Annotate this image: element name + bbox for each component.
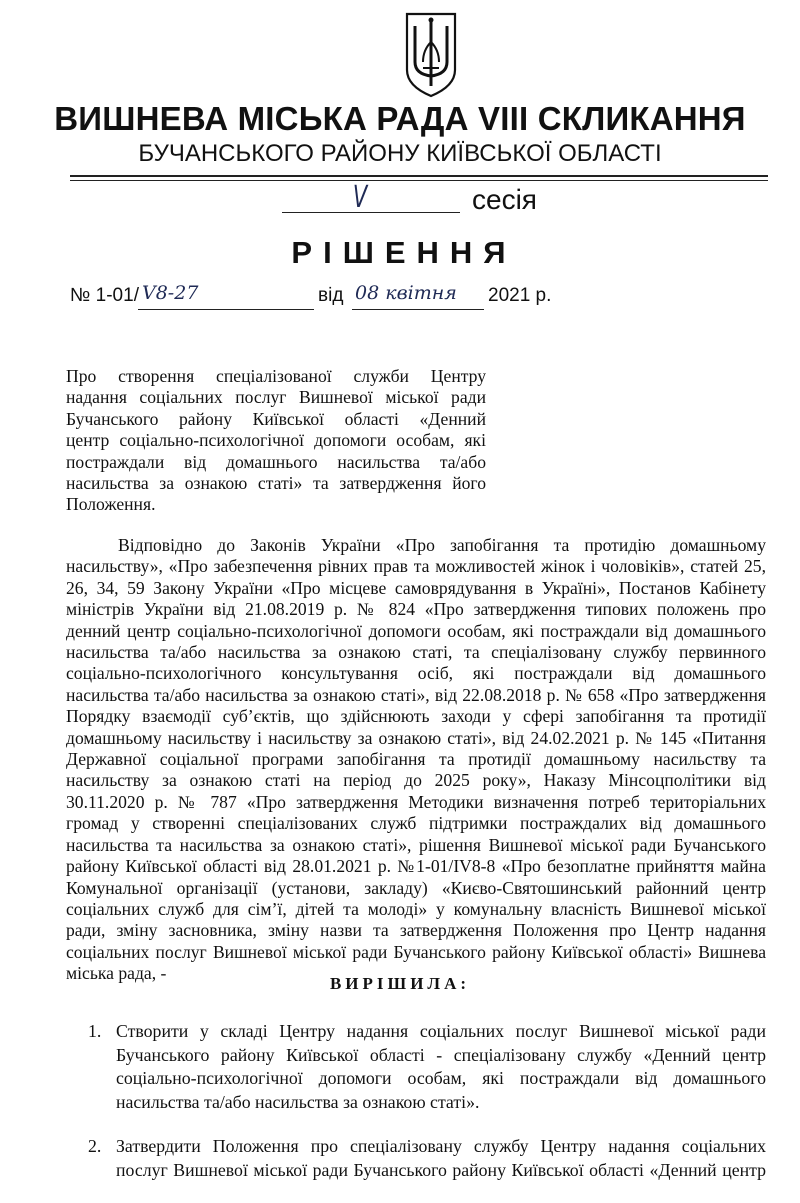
decision-number-prefix: № 1-01/ <box>70 285 139 306</box>
preamble-line: насильства та насильства за ознакою статі», рішення Вишневої міської ради Бучанського <box>66 834 766 855</box>
item-line: послуг Вишневої міської ради Бучанського району Київської області «Денний центр <box>116 1159 766 1180</box>
item-number: 1. <box>88 1021 102 1041</box>
item-line: Бучанського району Київської області - спеціалізовану службу «Денний центр <box>116 1044 766 1065</box>
decision-item <box>66 1135 766 1182</box>
preamble-line: насильству за ознакою статі на період до 2025 року», Наказу Мінсоцполітики від <box>66 770 766 791</box>
preamble-line: соціально-психологічного консультування осіб, які постраждали від домашнього <box>66 663 766 684</box>
subject-line: центр соціально-психологічної допомоги особам, які <box>66 430 486 451</box>
header-rule-thick <box>70 175 768 177</box>
subject-line: постраждали від домашнього насильства та/або <box>66 451 486 472</box>
preamble-line: насильства та/або насильства за ознакою статі», від 22.08.2018 р. № 658 «Про затвердження <box>66 684 766 705</box>
council-title: ВИШНЕВА МІСЬКА РАДА VIII СКЛИКАННЯ <box>54 100 746 137</box>
preamble-line: міністрів України від 21.08.2019 р. № 824 «Про затвердження типових положень про <box>66 599 766 620</box>
decision-subject <box>66 366 486 516</box>
preamble-line: соціальних послуг Вишневої міської ради Бучанського району Київської області» Вишнева <box>66 941 766 962</box>
decision-date-prefix: від <box>318 285 344 306</box>
preamble-line: 26, 34, 59 Закону України «Про місцеве самоврядування в Україні», Постанов Кабінету <box>66 577 766 598</box>
item-line: соціально-психологічної допомоги особам, які постраждали від домашнього <box>116 1068 766 1088</box>
preamble-line: насильства та/або насильства за ознакою статі, та спеціалізовану службу первинного <box>66 642 766 663</box>
item-line: насильства та/або насильства за ознакою статі». <box>116 1091 480 1112</box>
decision-items <box>66 1020 766 1203</box>
preamble-line: насильству», «Про забезпечення рівних прав та можливостей жінок і чоловіків», статей 25, <box>66 556 766 577</box>
session-underline <box>282 212 460 213</box>
header-rule-thin <box>70 180 768 181</box>
subject-line: Бучанського району Київської області «Денний <box>66 408 486 429</box>
session-number: V <box>352 180 368 215</box>
item-line: Створити у складі Центру надання соціальних послуг Вишневої міської ради <box>116 1021 766 1041</box>
decision-title: РІШЕННЯ <box>291 235 517 270</box>
preamble-line: району Київської області від 28.01.2021 р. №1-01/IV8-8 «Про безоплатне прийняття майна <box>66 856 766 877</box>
decision-year: 2021 р. <box>488 285 552 306</box>
item-number: 2. <box>88 1136 102 1156</box>
subject-line: Положення. <box>66 494 156 515</box>
preamble-line: Відповідно до Законів України «Про запобігання та протидію домашньому <box>118 535 766 555</box>
preamble-line: денний центр соціально-психологічної допомоги особам, які постраждали від домашнього <box>66 620 766 641</box>
resolved-heading: ВИРІШИЛА: <box>329 974 471 993</box>
council-subtitle: БУЧАНСЬКОГО РАЙОНУ КИЇВСЬКОЇ ОБЛАСТІ <box>138 140 662 167</box>
item-line: Затвердити Положення про спеціалізовану службу Центру надання соціальних <box>116 1136 766 1156</box>
subject-line: насильства за ознакою статі» та затвердження його <box>66 473 486 494</box>
decision-item <box>66 1020 766 1114</box>
preamble-line: соціальних служб для сім’ї, дітей та молоді» у комунальну власність Вишневої міської <box>66 898 766 919</box>
preamble-line: 30.11.2020 р. № 787 «Про затвердження Методики визначення потреб територіальних <box>66 791 766 812</box>
decision-date-value: 08 квітня <box>355 282 457 304</box>
session-label: сесія <box>472 184 537 215</box>
preamble-line: міська рада, - <box>66 963 167 984</box>
decision-number-value: V8-27 <box>142 282 199 304</box>
preamble-line: Комунальної організації (установи, закладу) «Києво-Святошинський районний центр <box>66 877 766 898</box>
preamble-line: Порядку взаємодії суб’єктів, що здійснюють заходи у сфері запобігання та протидії <box>66 706 766 727</box>
subject-line: надання соціальних послуг Вишневої міської ради <box>66 387 486 408</box>
preamble-line: громад у створенні спеціалізованих служб підтримки постраждалих від домашнього <box>66 813 766 834</box>
subject-line: Про створення спеціалізованої служби Центру <box>66 366 486 386</box>
preamble-paragraph <box>66 535 766 985</box>
preamble-line: домашньому насильству і насильству за ознакою статі», від 24.02.2021 р. № 145 «Питання <box>66 727 766 748</box>
preamble-line: ради, зміну засновника, зміну назви та затвердження Положення про Центр надання <box>66 920 766 941</box>
preamble-line: Державної соціальної програми запобігання та протидії домашньому насильству та <box>66 749 766 770</box>
coat-of-arms-trident-icon <box>403 12 459 98</box>
